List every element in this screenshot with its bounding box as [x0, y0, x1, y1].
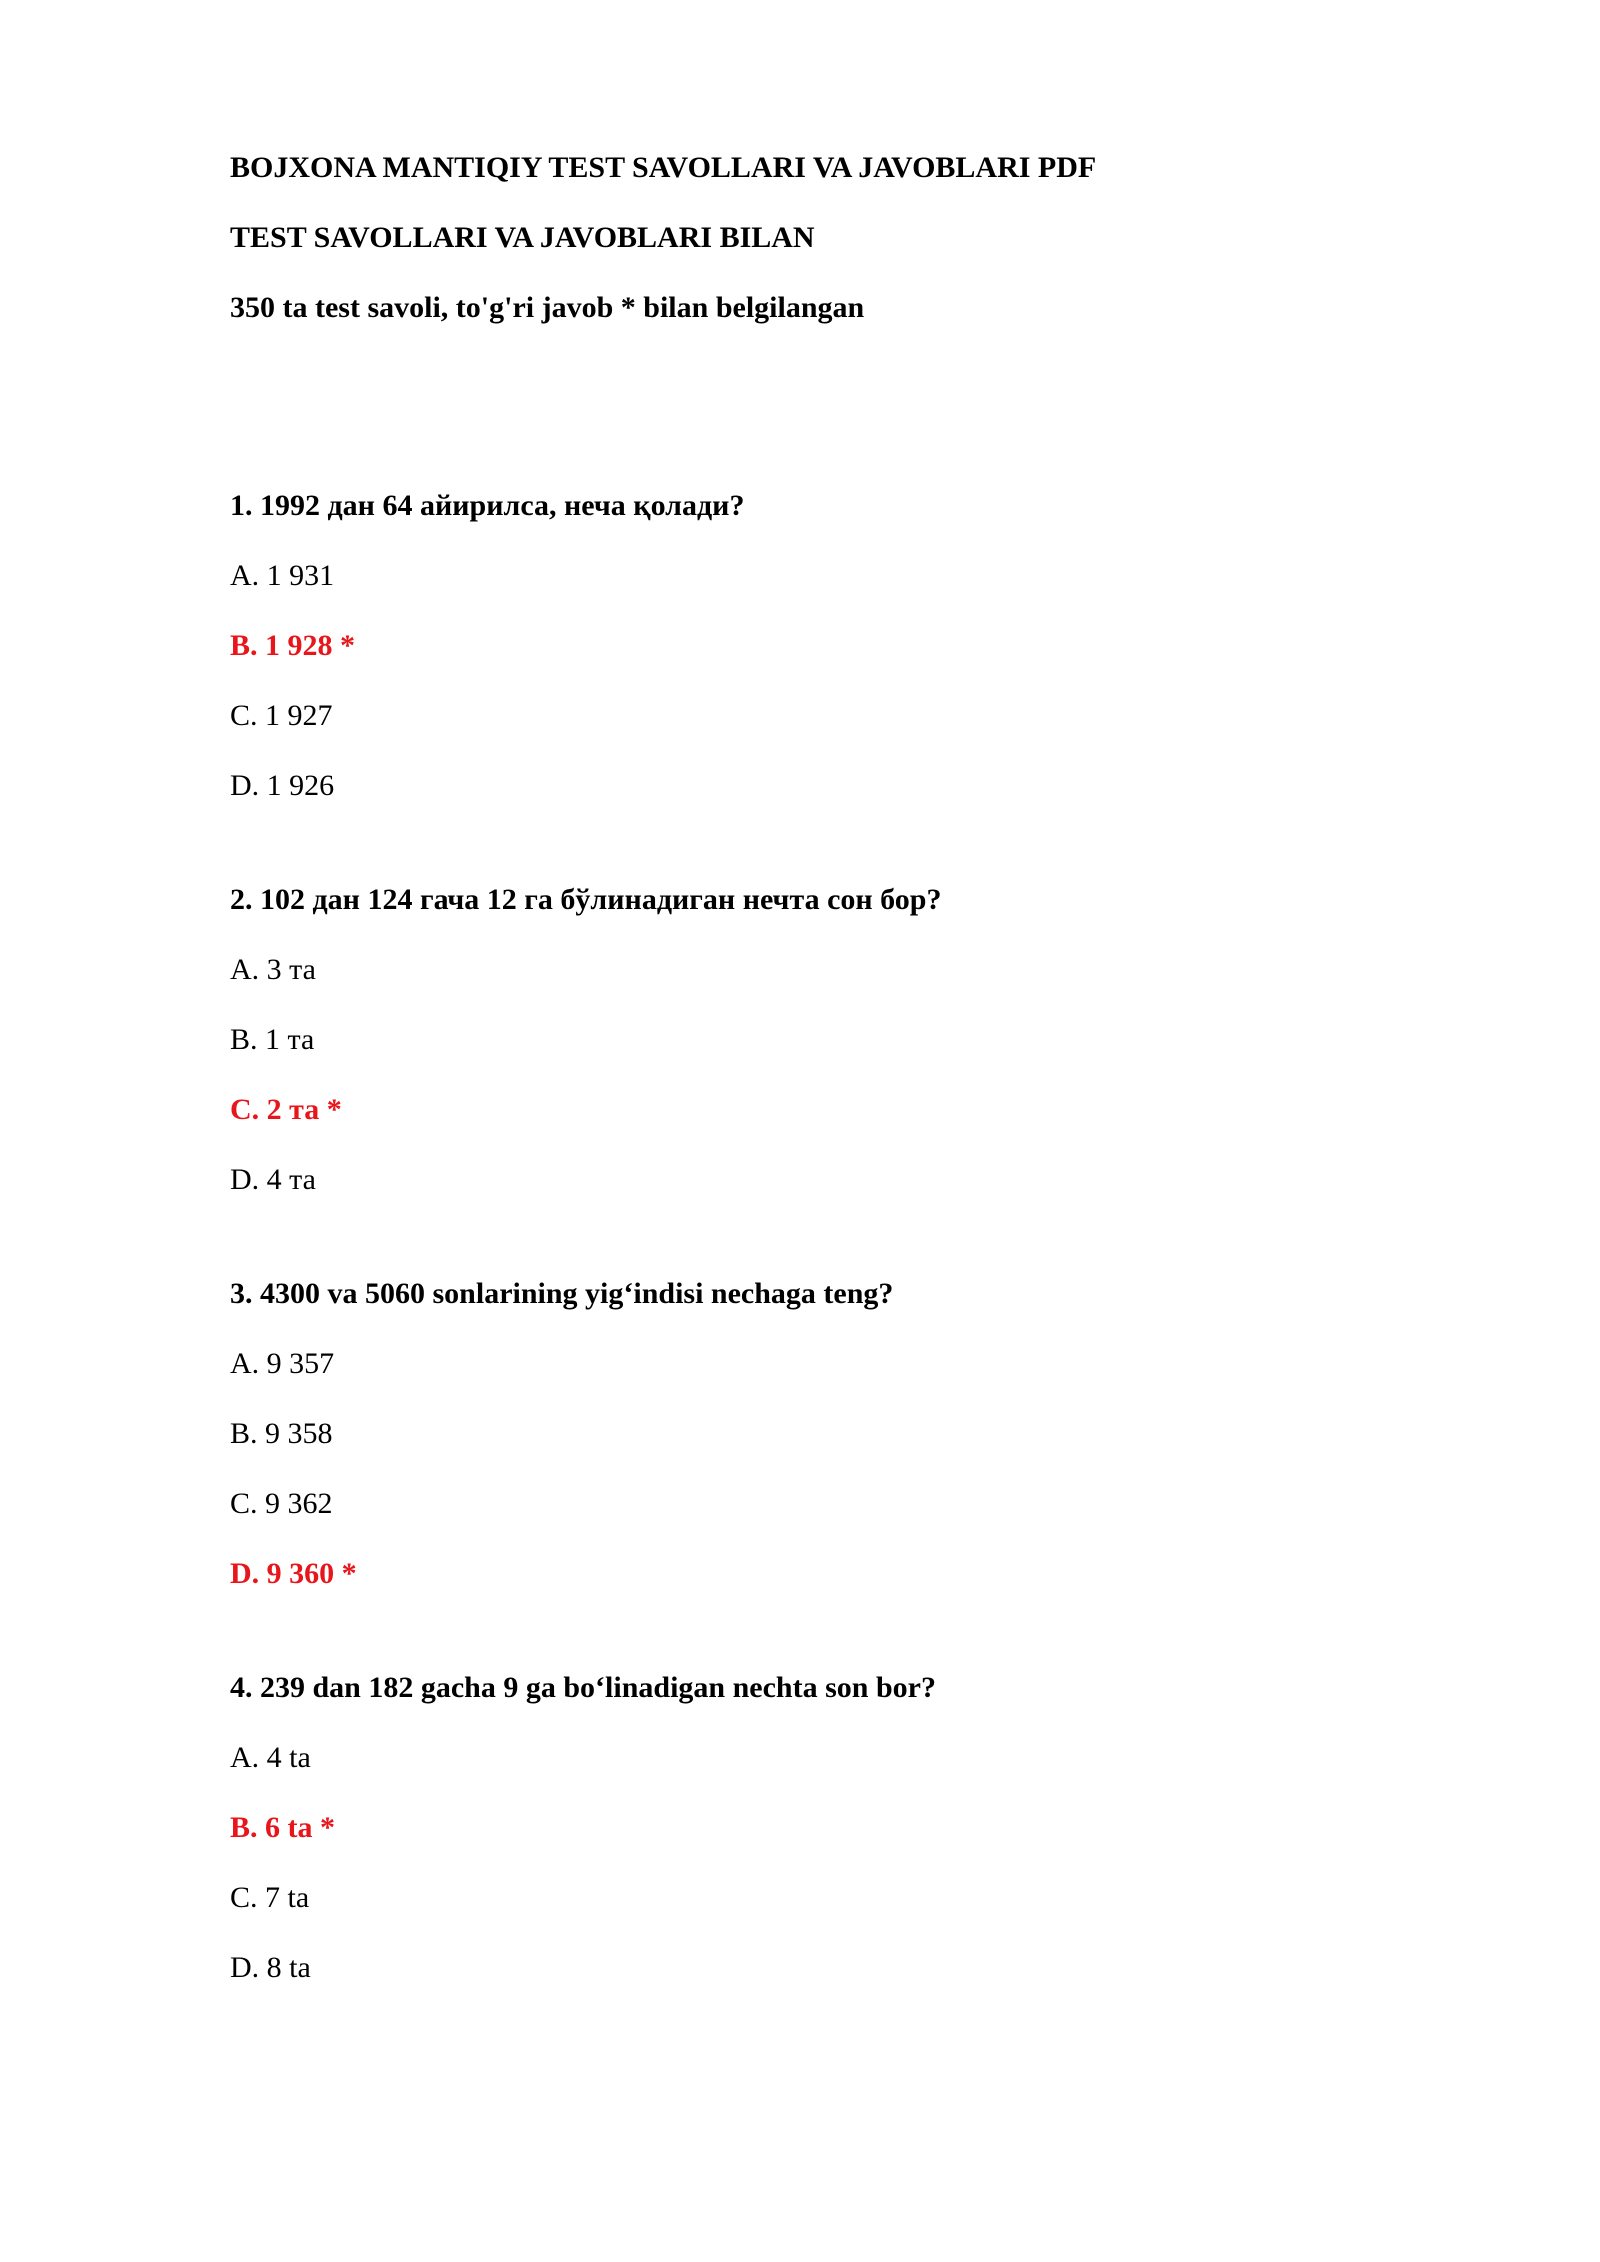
answer-option: A. 4 ta [230, 1741, 311, 1774]
correct-answer-option: C. 2 та * [230, 1093, 342, 1126]
question-block-3 [230, 1272, 1430, 1596]
answer-option: D. 4 та [230, 1163, 316, 1196]
header-spacer [230, 356, 1430, 484]
question-block-1 [230, 484, 1430, 808]
document-title: BOJXONA MANTIQIY TEST SAVOLLARI VA JAVOBLARI PDF [230, 151, 1097, 184]
answer-option: B. 1 та [230, 1023, 315, 1056]
answer-option: C. 1 927 [230, 699, 333, 732]
answer-option: A. 3 та [230, 953, 316, 986]
page-content [230, 146, 1430, 2060]
question-block-4 [230, 1666, 1430, 1990]
correct-answer-option: B. 6 ta * [230, 1811, 335, 1844]
question-text: 1. 1992 дан 64 айирилса, неча қолади? [230, 489, 745, 522]
answer-option: D. 8 ta [230, 1951, 311, 1984]
answer-option: B. 9 358 [230, 1417, 333, 1450]
answer-option: A. 1 931 [230, 559, 335, 592]
answer-option: C. 9 362 [230, 1487, 333, 1520]
question-text: 2. 102 дан 124 гача 12 га бўлинадиган нечта сон бор? [230, 883, 942, 916]
question-text: 4. 239 dan 182 gacha 9 ga bo‘linadigan nechta son bor? [230, 1671, 936, 1704]
answer-option: D. 1 926 [230, 769, 335, 802]
question-text: 3. 4300 va 5060 sonlarining yig‘indisi nechaga teng? [230, 1277, 894, 1310]
answer-option: A. 9 357 [230, 1347, 335, 1380]
answer-option: C. 7 ta [230, 1881, 310, 1914]
document-subtitle: TEST SAVOLLARI VA JAVOBLARI BILAN [230, 221, 815, 254]
correct-answer-option: B. 1 928 * [230, 629, 356, 662]
question-block-2 [230, 878, 1430, 1202]
document-note: 350 ta test savoli, to'g'ri javob * bilan belgilangan [230, 291, 865, 324]
correct-answer-option: D. 9 360 * [230, 1557, 357, 1590]
